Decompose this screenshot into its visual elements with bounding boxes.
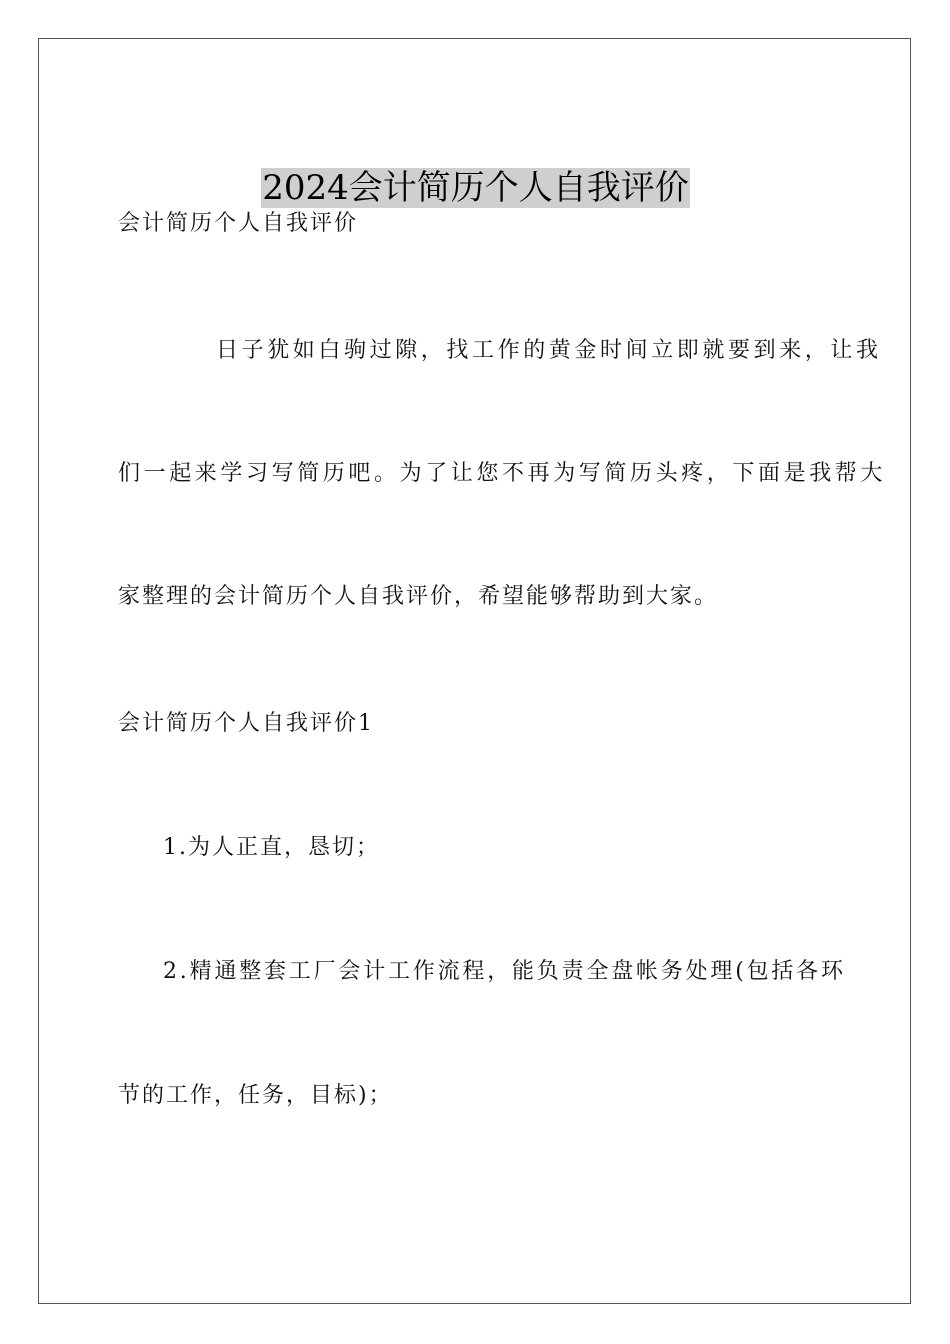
document-subtitle: 会计简历个人自我评价 — [118, 211, 359, 236]
intro-paragraph-line: 家整理的会计简历个人自我评价，希望能够帮助到大家。 — [118, 584, 719, 609]
intro-paragraph-line: 们一起来学习写简历吧。为了让您不再为写简历头疼，下面是我帮大 — [118, 461, 887, 486]
document-title — [39, 164, 912, 212]
section-heading: 会计简历个人自我评价1 — [118, 711, 374, 736]
list-item: 1.为人正直，恳切； — [163, 835, 380, 860]
list-item-continuation: 节的工作，任务，目标)； — [118, 1083, 393, 1108]
document-title-text: 2024会计简历个人自我评价 — [262, 168, 689, 208]
document-page — [38, 38, 911, 1304]
intro-paragraph-line: 日子犹如白驹过隙，找工作的黄金时间立即就要到来，让我 — [216, 338, 882, 363]
list-item: 2.精通整套工厂会计工作流程，能负责全盘帐务处理(包括各环 — [163, 959, 846, 984]
